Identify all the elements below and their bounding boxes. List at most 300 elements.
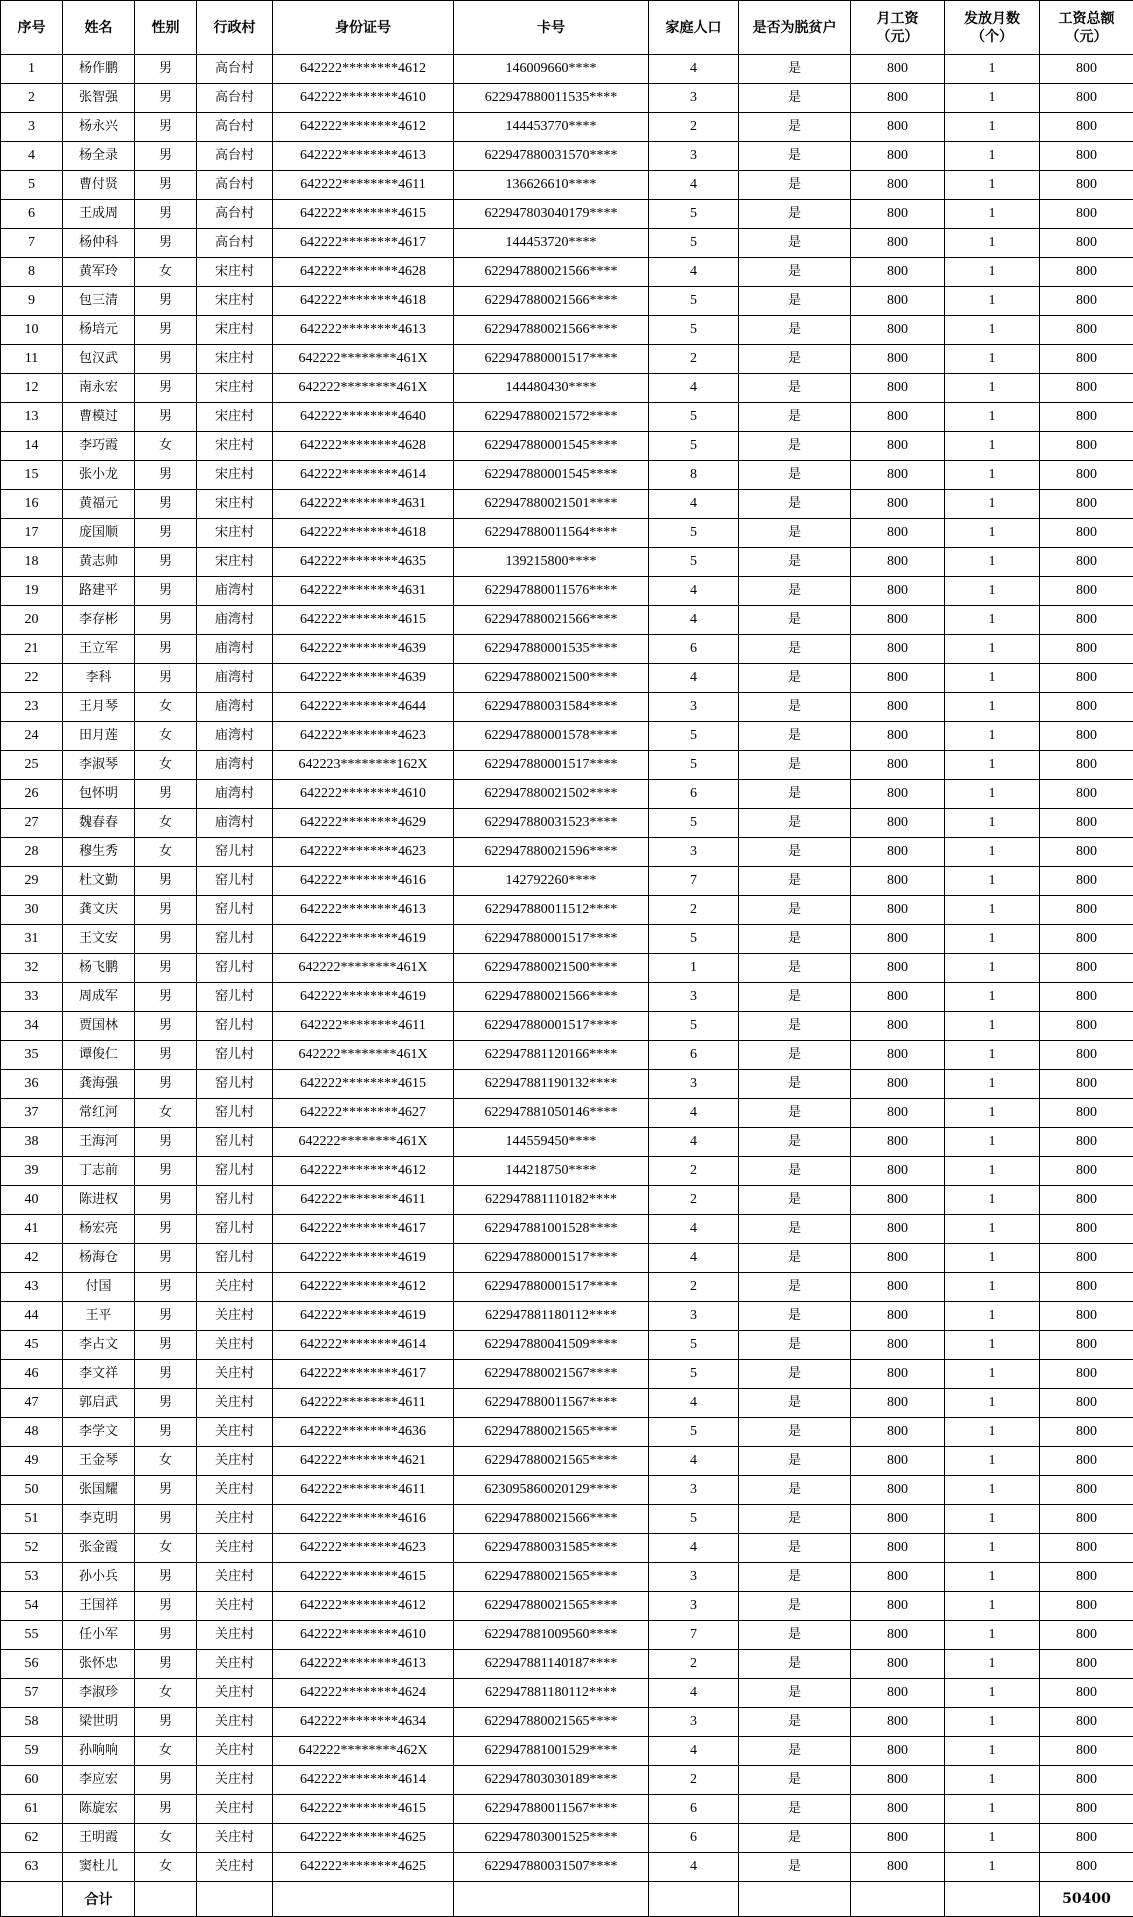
village-cell: 关庄村 [197, 1505, 273, 1534]
household-size-cell: 6 [649, 1041, 739, 1070]
name-cell: 曹模过 [63, 403, 135, 432]
name-cell: 常红河 [63, 1099, 135, 1128]
poverty-exit-cell: 是 [739, 1302, 851, 1331]
index-cell: 14 [1, 432, 63, 461]
table-row [1, 1186, 1133, 1215]
monthly-wage-cell: 800 [851, 548, 945, 577]
sex-cell: 男 [135, 1592, 197, 1621]
monthly-wage-cell: 800 [851, 490, 945, 519]
total-amount: 50400 [1040, 1882, 1133, 1917]
poverty-exit-cell: 是 [739, 345, 851, 374]
wage-total-cell: 800 [1040, 432, 1133, 461]
months-paid-cell: 1 [945, 1331, 1040, 1360]
poverty-exit-cell: 是 [739, 1186, 851, 1215]
months-paid-cell: 1 [945, 1070, 1040, 1099]
table-row [1, 1360, 1133, 1389]
table-row [1, 1331, 1133, 1360]
poverty-exit-cell: 是 [739, 693, 851, 722]
table-row [1, 258, 1133, 287]
wage-total-cell: 800 [1040, 1331, 1133, 1360]
village-cell: 宋庄村 [197, 287, 273, 316]
wage-total-cell: 800 [1040, 316, 1133, 345]
poverty-exit-cell: 是 [739, 1331, 851, 1360]
sex-cell: 男 [135, 1273, 197, 1302]
wage-total-cell: 800 [1040, 1795, 1133, 1824]
village-cell: 宋庄村 [197, 548, 273, 577]
wage-total-cell: 800 [1040, 1621, 1133, 1650]
table-row [1, 1563, 1133, 1592]
id-number-cell: 642222********4610 [273, 780, 454, 809]
total-row [1, 1882, 1133, 1917]
index-cell: 16 [1, 490, 63, 519]
id-number-cell: 642222********4634 [273, 1708, 454, 1737]
monthly-wage-cell: 800 [851, 1099, 945, 1128]
id-number-cell: 642222********4610 [273, 1621, 454, 1650]
village-cell: 庙湾村 [197, 664, 273, 693]
sex-cell: 男 [135, 1795, 197, 1824]
household-size-cell: 5 [649, 200, 739, 229]
months-paid-cell: 1 [945, 896, 1040, 925]
name-cell: 任小军 [63, 1621, 135, 1650]
header-id-number: 身份证号 [273, 1, 454, 55]
id-number-cell: 642222********4631 [273, 490, 454, 519]
index-cell: 12 [1, 374, 63, 403]
household-size-cell: 3 [649, 693, 739, 722]
table-row [1, 867, 1133, 896]
months-paid-cell: 1 [945, 1592, 1040, 1621]
name-cell: 孙响响 [63, 1737, 135, 1766]
poverty-exit-cell: 是 [739, 1157, 851, 1186]
poverty-exit-cell: 是 [739, 1447, 851, 1476]
village-cell: 关庄村 [197, 1708, 273, 1737]
poverty-exit-cell: 是 [739, 229, 851, 258]
sex-cell: 女 [135, 258, 197, 287]
index-cell: 60 [1, 1766, 63, 1795]
sex-cell: 男 [135, 983, 197, 1012]
wage-total-cell: 800 [1040, 1244, 1133, 1273]
village-cell: 宋庄村 [197, 490, 273, 519]
monthly-wage-cell: 800 [851, 896, 945, 925]
poverty-exit-cell: 是 [739, 142, 851, 171]
name-cell: 李淑琴 [63, 751, 135, 780]
household-size-cell: 3 [649, 838, 739, 867]
index-cell: 40 [1, 1186, 63, 1215]
village-cell: 窑儿村 [197, 1012, 273, 1041]
index-cell: 56 [1, 1650, 63, 1679]
wage-total-cell: 800 [1040, 1389, 1133, 1418]
poverty-exit-cell: 是 [739, 461, 851, 490]
table-row [1, 84, 1133, 113]
months-paid-cell: 1 [945, 461, 1040, 490]
monthly-wage-cell: 800 [851, 1273, 945, 1302]
index-cell: 34 [1, 1012, 63, 1041]
table-row [1, 1244, 1133, 1273]
wage-total-cell: 800 [1040, 142, 1133, 171]
id-number-cell: 642222********4619 [273, 925, 454, 954]
index-cell: 33 [1, 983, 63, 1012]
table-row [1, 142, 1133, 171]
index-cell: 26 [1, 780, 63, 809]
months-paid-cell: 1 [945, 1244, 1040, 1273]
wage-total-cell: 800 [1040, 722, 1133, 751]
name-cell: 黄志帅 [63, 548, 135, 577]
monthly-wage-cell: 800 [851, 1302, 945, 1331]
village-cell: 窑儿村 [197, 1244, 273, 1273]
household-size-cell: 2 [649, 1650, 739, 1679]
id-number-cell: 642222********462X [273, 1737, 454, 1766]
card-number-cell: 622947880001517**** [454, 1012, 649, 1041]
header-poverty-exit: 是否为脱贫户 [739, 1, 851, 55]
id-number-cell: 642222********4621 [273, 1447, 454, 1476]
index-cell: 15 [1, 461, 63, 490]
table-row [1, 1766, 1133, 1795]
card-number-cell: 622947880001517**** [454, 1273, 649, 1302]
wage-total-cell: 800 [1040, 1534, 1133, 1563]
name-cell: 王金琴 [63, 1447, 135, 1476]
wage-total-cell: 800 [1040, 403, 1133, 432]
sex-cell: 男 [135, 142, 197, 171]
household-size-cell: 5 [649, 519, 739, 548]
sex-cell: 男 [135, 1563, 197, 1592]
months-paid-cell: 1 [945, 287, 1040, 316]
village-cell: 宋庄村 [197, 519, 273, 548]
monthly-wage-cell: 800 [851, 374, 945, 403]
total-index-cell [1, 1882, 63, 1917]
household-size-cell: 3 [649, 84, 739, 113]
poverty-exit-cell: 是 [739, 1215, 851, 1244]
wage-total-cell: 800 [1040, 1360, 1133, 1389]
index-cell: 31 [1, 925, 63, 954]
card-number-cell: 622947880021567**** [454, 1360, 649, 1389]
months-paid-cell: 1 [945, 1650, 1040, 1679]
months-paid-cell: 1 [945, 1215, 1040, 1244]
name-cell: 杨培元 [63, 316, 135, 345]
wage-total-cell: 800 [1040, 258, 1133, 287]
village-cell: 关庄村 [197, 1621, 273, 1650]
table-row [1, 983, 1133, 1012]
wage-total-cell: 800 [1040, 1099, 1133, 1128]
village-cell: 宋庄村 [197, 258, 273, 287]
id-number-cell: 642222********4613 [273, 316, 454, 345]
village-cell: 宋庄村 [197, 316, 273, 345]
table-row [1, 1795, 1133, 1824]
card-number-cell: 622947880021501**** [454, 490, 649, 519]
index-cell: 57 [1, 1679, 63, 1708]
months-paid-cell: 1 [945, 113, 1040, 142]
card-number-cell: 146009660**** [454, 55, 649, 84]
name-cell: 包汉武 [63, 345, 135, 374]
months-paid-cell: 1 [945, 867, 1040, 896]
index-cell: 51 [1, 1505, 63, 1534]
village-cell: 高台村 [197, 229, 273, 258]
id-number-cell: 642222********4625 [273, 1853, 454, 1882]
village-cell: 窑儿村 [197, 838, 273, 867]
wage-total-cell: 800 [1040, 1679, 1133, 1708]
card-number-cell: 622947880011564**** [454, 519, 649, 548]
village-cell: 窑儿村 [197, 954, 273, 983]
monthly-wage-cell: 800 [851, 142, 945, 171]
village-cell: 宋庄村 [197, 461, 273, 490]
village-cell: 关庄村 [197, 1389, 273, 1418]
table-row [1, 1302, 1133, 1331]
poverty-exit-cell: 是 [739, 809, 851, 838]
table-row [1, 374, 1133, 403]
table-row [1, 345, 1133, 374]
wage-total-cell: 800 [1040, 1824, 1133, 1853]
card-number-cell: 622947880011576**** [454, 577, 649, 606]
header-wage-total: 工资总额 （元） [1040, 1, 1133, 55]
poverty-exit-cell: 是 [739, 635, 851, 664]
id-number-cell: 642222********4619 [273, 1302, 454, 1331]
wage-total-cell: 800 [1040, 1650, 1133, 1679]
id-number-cell: 642222********4617 [273, 1215, 454, 1244]
id-number-cell: 642222********4623 [273, 1534, 454, 1563]
household-size-cell: 1 [649, 954, 739, 983]
household-size-cell: 4 [649, 1737, 739, 1766]
id-number-cell: 642222********4617 [273, 229, 454, 258]
monthly-wage-cell: 800 [851, 84, 945, 113]
months-paid-cell: 1 [945, 432, 1040, 461]
months-paid-cell: 1 [945, 1389, 1040, 1418]
card-number-cell: 622947880011535**** [454, 84, 649, 113]
village-cell: 庙湾村 [197, 722, 273, 751]
id-number-cell: 642222********4616 [273, 867, 454, 896]
monthly-wage-cell: 800 [851, 867, 945, 896]
card-number-cell: 622947880041509**** [454, 1331, 649, 1360]
table-row [1, 1679, 1133, 1708]
household-size-cell: 4 [649, 1099, 739, 1128]
monthly-wage-cell: 800 [851, 1070, 945, 1099]
household-size-cell: 5 [649, 751, 739, 780]
header-monthly-wage: 月工资 （元） [851, 1, 945, 55]
card-number-cell: 622947881190132**** [454, 1070, 649, 1099]
monthly-wage-cell: 800 [851, 1447, 945, 1476]
monthly-wage-cell: 800 [851, 1186, 945, 1215]
wage-total-cell: 800 [1040, 1070, 1133, 1099]
wage-total-cell: 800 [1040, 1041, 1133, 1070]
total-empty-cell [454, 1882, 649, 1917]
id-number-cell: 642222********4615 [273, 606, 454, 635]
total-empty-cell [649, 1882, 739, 1917]
poverty-exit-cell: 是 [739, 606, 851, 635]
table-row [1, 722, 1133, 751]
name-cell: 王文安 [63, 925, 135, 954]
wage-total-cell: 800 [1040, 1737, 1133, 1766]
card-number-cell: 622947880021566**** [454, 1505, 649, 1534]
index-cell: 45 [1, 1331, 63, 1360]
id-number-cell: 642222********461X [273, 345, 454, 374]
index-cell: 7 [1, 229, 63, 258]
household-size-cell: 7 [649, 867, 739, 896]
index-cell: 5 [1, 171, 63, 200]
sex-cell: 女 [135, 1853, 197, 1882]
card-number-cell: 622947880011567**** [454, 1389, 649, 1418]
poverty-exit-cell: 是 [739, 1476, 851, 1505]
wage-total-cell: 800 [1040, 84, 1133, 113]
id-number-cell: 642222********4614 [273, 1766, 454, 1795]
id-number-cell: 642222********461X [273, 954, 454, 983]
wage-total-cell: 800 [1040, 345, 1133, 374]
poverty-exit-cell: 是 [739, 1824, 851, 1853]
village-cell: 高台村 [197, 113, 273, 142]
wage-total-cell: 800 [1040, 1476, 1133, 1505]
household-size-cell: 6 [649, 635, 739, 664]
table-row [1, 635, 1133, 664]
household-size-cell: 4 [649, 1389, 739, 1418]
name-cell: 郭启武 [63, 1389, 135, 1418]
card-number-cell: 622947880011512**** [454, 896, 649, 925]
months-paid-cell: 1 [945, 838, 1040, 867]
wage-total-cell: 800 [1040, 751, 1133, 780]
poverty-exit-cell: 是 [739, 55, 851, 84]
table-row [1, 1737, 1133, 1766]
card-number-cell: 622947881001529**** [454, 1737, 649, 1766]
table-row [1, 287, 1133, 316]
poverty-exit-cell: 是 [739, 722, 851, 751]
household-size-cell: 4 [649, 1447, 739, 1476]
card-number-cell: 136626610**** [454, 171, 649, 200]
monthly-wage-cell: 800 [851, 1505, 945, 1534]
index-cell: 11 [1, 345, 63, 374]
poverty-exit-cell: 是 [739, 780, 851, 809]
monthly-wage-cell: 800 [851, 345, 945, 374]
id-number-cell: 642222********4611 [273, 1186, 454, 1215]
id-number-cell: 642222********4625 [273, 1824, 454, 1853]
household-size-cell: 3 [649, 1302, 739, 1331]
months-paid-cell: 1 [945, 1041, 1040, 1070]
card-number-cell: 139215800**** [454, 548, 649, 577]
index-cell: 54 [1, 1592, 63, 1621]
card-number-cell: 622947880031523**** [454, 809, 649, 838]
total-empty-cell [135, 1882, 197, 1917]
months-paid-cell: 1 [945, 229, 1040, 258]
index-cell: 38 [1, 1128, 63, 1157]
months-paid-cell: 1 [945, 1447, 1040, 1476]
months-paid-cell: 1 [945, 983, 1040, 1012]
name-cell: 杨仲科 [63, 229, 135, 258]
table-row [1, 809, 1133, 838]
months-paid-cell: 1 [945, 1824, 1040, 1853]
poverty-exit-cell: 是 [739, 1273, 851, 1302]
poverty-exit-cell: 是 [739, 171, 851, 200]
household-size-cell: 3 [649, 1476, 739, 1505]
poverty-exit-cell: 是 [739, 1128, 851, 1157]
table-row [1, 461, 1133, 490]
household-size-cell: 5 [649, 432, 739, 461]
household-size-cell: 5 [649, 1012, 739, 1041]
poverty-exit-cell: 是 [739, 1041, 851, 1070]
household-size-cell: 3 [649, 983, 739, 1012]
card-number-cell: 622947880021596**** [454, 838, 649, 867]
name-cell: 谭俊仁 [63, 1041, 135, 1070]
poverty-exit-cell: 是 [739, 954, 851, 983]
index-cell: 63 [1, 1853, 63, 1882]
name-cell: 梁世明 [63, 1708, 135, 1737]
id-number-cell: 642222********4613 [273, 1650, 454, 1679]
id-number-cell: 642222********4611 [273, 171, 454, 200]
index-cell: 10 [1, 316, 63, 345]
monthly-wage-cell: 800 [851, 635, 945, 664]
sex-cell: 男 [135, 577, 197, 606]
table-row [1, 1476, 1133, 1505]
card-number-cell: 622947880021566**** [454, 287, 649, 316]
name-cell: 曹付贤 [63, 171, 135, 200]
wage-total-cell: 800 [1040, 374, 1133, 403]
poverty-exit-cell: 是 [739, 432, 851, 461]
monthly-wage-cell: 800 [851, 1534, 945, 1563]
months-paid-cell: 1 [945, 606, 1040, 635]
monthly-wage-cell: 800 [851, 258, 945, 287]
sex-cell: 男 [135, 635, 197, 664]
household-size-cell: 4 [649, 1534, 739, 1563]
monthly-wage-cell: 800 [851, 1244, 945, 1273]
sex-cell: 男 [135, 229, 197, 258]
household-size-cell: 6 [649, 1795, 739, 1824]
poverty-exit-cell: 是 [739, 1563, 851, 1592]
poverty-exit-cell: 是 [739, 1534, 851, 1563]
id-number-cell: 642222********4615 [273, 1070, 454, 1099]
months-paid-cell: 1 [945, 1157, 1040, 1186]
table-row [1, 1592, 1133, 1621]
card-number-cell: 622947880031585**** [454, 1534, 649, 1563]
months-paid-cell: 1 [945, 316, 1040, 345]
poverty-exit-cell: 是 [739, 1650, 851, 1679]
card-number-cell: 622947880001517**** [454, 1244, 649, 1273]
poverty-exit-cell: 是 [739, 1795, 851, 1824]
poverty-exit-cell: 是 [739, 1070, 851, 1099]
table-row [1, 751, 1133, 780]
monthly-wage-cell: 800 [851, 925, 945, 954]
id-number-cell: 642222********4640 [273, 403, 454, 432]
card-number-cell: 622947880001545**** [454, 461, 649, 490]
index-cell: 13 [1, 403, 63, 432]
index-cell: 53 [1, 1563, 63, 1592]
wage-total-cell: 800 [1040, 925, 1133, 954]
poverty-exit-cell: 是 [739, 200, 851, 229]
id-number-cell: 642222********4618 [273, 519, 454, 548]
index-cell: 17 [1, 519, 63, 548]
header-row [1, 1, 1133, 55]
name-cell: 南永宏 [63, 374, 135, 403]
village-cell: 关庄村 [197, 1534, 273, 1563]
months-paid-cell: 1 [945, 780, 1040, 809]
id-number-cell: 642222********4612 [273, 113, 454, 142]
village-cell: 庙湾村 [197, 751, 273, 780]
poverty-exit-cell: 是 [739, 403, 851, 432]
table-row [1, 171, 1133, 200]
sex-cell: 男 [135, 1157, 197, 1186]
index-cell: 9 [1, 287, 63, 316]
household-size-cell: 4 [649, 577, 739, 606]
village-cell: 庙湾村 [197, 606, 273, 635]
village-cell: 窑儿村 [197, 1157, 273, 1186]
poverty-exit-cell: 是 [739, 1621, 851, 1650]
index-cell: 41 [1, 1215, 63, 1244]
name-cell: 包怀明 [63, 780, 135, 809]
sex-cell: 男 [135, 1012, 197, 1041]
index-cell: 27 [1, 809, 63, 838]
table-row [1, 1534, 1133, 1563]
monthly-wage-cell: 800 [851, 1679, 945, 1708]
wage-total-cell: 800 [1040, 1592, 1133, 1621]
sex-cell: 女 [135, 722, 197, 751]
card-number-cell: 622947803001525**** [454, 1824, 649, 1853]
sex-cell: 男 [135, 1215, 197, 1244]
village-cell: 关庄村 [197, 1447, 273, 1476]
months-paid-cell: 1 [945, 693, 1040, 722]
table-row [1, 838, 1133, 867]
household-size-cell: 7 [649, 1621, 739, 1650]
